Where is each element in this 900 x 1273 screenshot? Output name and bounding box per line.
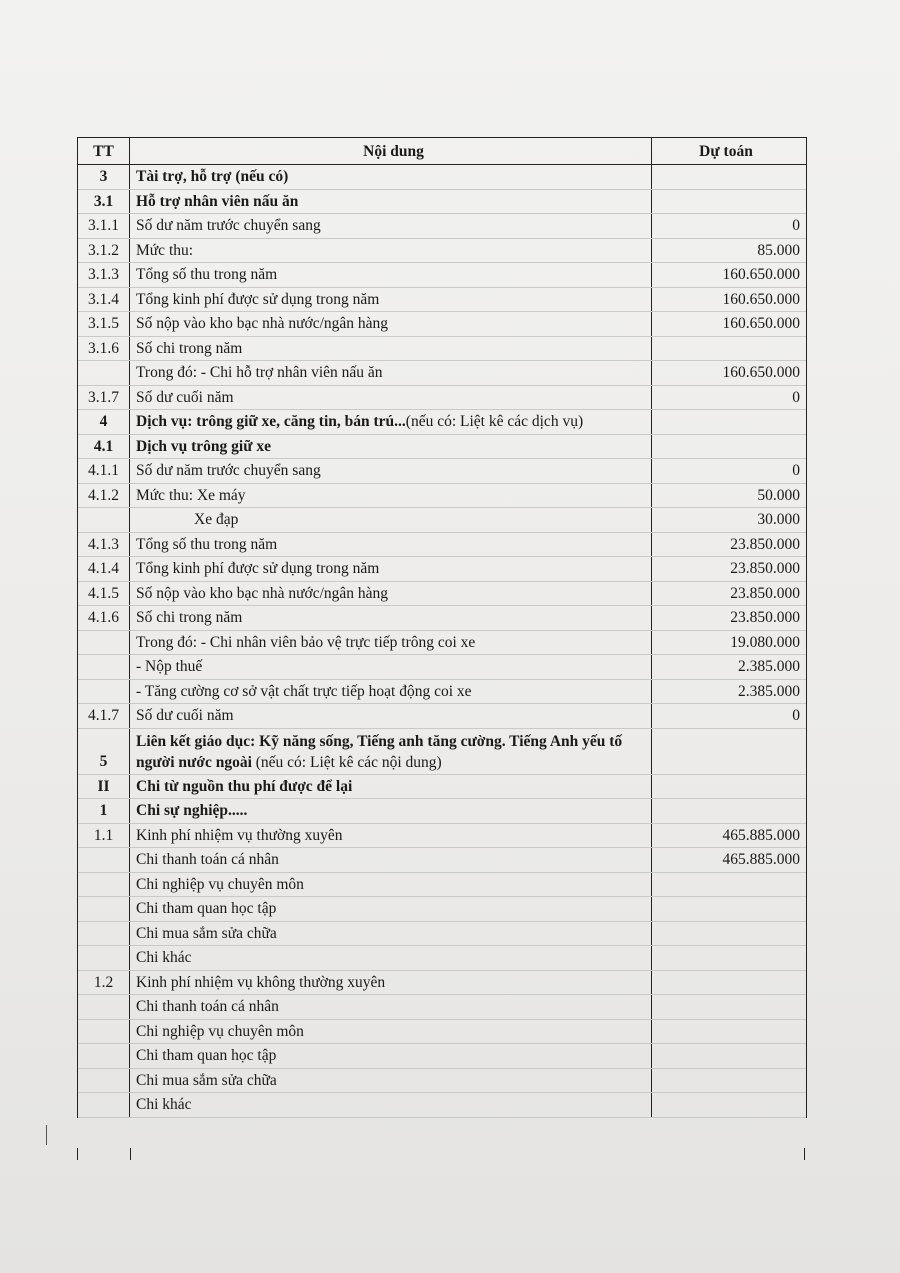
row-amount: 465.885.000 [722,851,800,868]
row-tt [78,508,130,532]
table-row [78,582,806,607]
row-tt [78,631,130,655]
row-amount [652,1020,806,1044]
row-tt [78,1020,130,1044]
row-content-bold: Dịch vụ: trông giữ xe, căng tin, bán trú... [136,413,406,430]
page-edge-mark [46,1125,47,1145]
row-content: Tổng kinh phí được sử dụng trong năm [130,557,652,581]
row-tt [78,848,130,872]
row-tt [78,655,130,679]
row-tt: 3.1.3 [78,263,130,287]
row-content: Mức thu: Xe máy [130,484,652,508]
row-tt [78,1093,130,1117]
row-amount: 160.650.000 [722,315,800,332]
table-row [78,312,806,337]
row-content: Chi nghiệp vụ chuyên môn [130,873,652,897]
table-row [78,165,806,190]
row-tt: 1 [78,799,130,823]
row-amount: 160.650.000 [722,364,800,381]
row-content [130,729,652,774]
row-amount: 160.650.000 [722,290,800,308]
row-amount: 465.885.000 [722,826,800,844]
table-row [78,263,806,288]
row-tt [78,680,130,704]
row-amount [652,873,806,897]
row-amount [652,799,806,823]
table-row [78,680,806,705]
row-tt-text: 5 [99,752,108,770]
table-row [78,459,806,484]
row-amount: 85.000 [757,241,800,259]
row-content: Số dư năm trước chuyển sang [130,459,652,483]
table-row [78,799,806,824]
budget-table [77,137,807,1118]
row-content: Tổng số thu trong năm [130,533,652,557]
row-amount: 23.850.000 [730,535,800,553]
table-row [78,606,806,631]
row-tt [78,361,130,385]
row-content: Số nộp vào kho bạc nhà nước/ngân hàng [130,312,652,336]
table-row [78,1044,806,1069]
row-tt: 4.1 [78,435,130,459]
row-tt: 3.1.4 [78,288,130,312]
table-row [78,824,806,849]
row-tt [78,729,130,774]
row-content: Chi tham quan học tập [130,1044,652,1068]
row-amount: 2.385.000 [738,658,800,675]
row-content: Mức thu: [130,239,652,263]
table-row [78,508,806,533]
table-row [78,435,806,460]
row-amount [652,337,806,361]
row-content: Tổng kinh phí được sử dụng trong năm [130,288,652,312]
row-tt: 1.1 [78,824,130,848]
row-content: Chi mua sắm sửa chữa [130,922,652,946]
table-row [78,386,806,411]
table-row [78,922,806,947]
row-tt: 4.1.1 [78,459,130,483]
row-content-note: (nếu có: Liệt kê các nội dung) [251,753,442,771]
row-amount [652,946,806,970]
row-content: Chi thanh toán cá nhân [130,995,652,1019]
row-tt [78,1044,130,1068]
header-amount: Dự toán [699,143,753,160]
row-amount [652,435,806,459]
row-tt: 4.1.6 [78,606,130,630]
row-content: Chi mua sắm sửa chữa [130,1069,652,1093]
table-row [78,1093,806,1118]
table-continuation [77,1148,805,1160]
row-content: Kinh phí nhiệm vụ thường xuyên [130,824,652,848]
table-row [78,897,806,922]
row-content: Số nộp vào kho bạc nhà nước/ngân hàng [130,582,652,606]
row-content: Trong đó: - Chi hỗ trợ nhân viên nấu ăn [130,361,652,385]
row-amount [652,775,806,799]
table-row [78,775,806,800]
row-amount: 19.080.000 [730,633,800,651]
row-content: Số chi trong năm [130,606,652,630]
row-tt: 4.1.2 [78,484,130,508]
table-header [78,138,806,165]
row-tt [78,922,130,946]
row-tt [78,995,130,1019]
row-amount: 23.850.000 [730,584,800,602]
row-amount [652,995,806,1019]
row-tt: 3 [78,165,130,189]
row-tt: 1.2 [78,971,130,995]
table-row [78,946,806,971]
table-row [78,410,806,435]
row-amount [652,1044,806,1068]
table-row [78,729,806,775]
row-amount [652,897,806,921]
row-tt [78,873,130,897]
row-content: Chi nghiệp vụ chuyên môn [130,1020,652,1044]
row-amount [652,165,806,189]
row-amount [652,1093,806,1117]
row-amount: 23.850.000 [730,560,800,577]
row-content: Chi khác [130,1093,652,1117]
row-content: Số chi trong năm [130,337,652,361]
row-tt: 3.1.5 [78,312,130,336]
row-tt: 4.1.3 [78,533,130,557]
row-content-bold: Liên kết giáo dục: Kỹ năng sống, Tiếng anh tăng cường. Tiếng Anh yếu tố người nước ngoài [136,732,623,771]
table-row [78,533,806,558]
row-amount [652,729,806,774]
table-row [78,288,806,313]
row-amount: 23.850.000 [730,609,800,626]
row-content: Số dư cuối năm [130,386,652,410]
row-content [130,410,652,434]
row-tt: II [78,775,130,799]
row-tt: 3.1.2 [78,239,130,263]
row-tt: 4.1.5 [78,582,130,606]
row-content: Chi tham quan học tập [130,897,652,921]
header-content: Nội dung [130,138,652,164]
table-row [78,1020,806,1045]
table-row [78,190,806,215]
row-tt [78,897,130,921]
row-content: Xe đạp [130,508,652,532]
row-content: - Tăng cường cơ sở vật chất trực tiếp hoạt động coi xe [130,680,652,704]
row-content: Dịch vụ trông giữ xe [130,435,652,459]
row-amount [652,190,806,214]
row-content: Trong đó: - Chi nhân viên bảo vệ trực tiếp trông coi xe [130,631,652,655]
row-amount [652,922,806,946]
row-tt: 3.1.1 [78,214,130,238]
header-tt: TT [78,138,130,164]
row-tt [78,1069,130,1093]
row-content: Số dư năm trước chuyển sang [130,214,652,238]
row-amount [652,971,806,995]
table-row [78,631,806,656]
row-content: Chi sự nghiệp..... [130,799,652,823]
row-content: Chi khác [130,946,652,970]
row-amount [652,1069,806,1093]
row-amount: 160.650.000 [722,266,800,283]
table-row [78,214,806,239]
row-tt: 3.1.6 [78,337,130,361]
table-row [78,995,806,1020]
row-content: Chi thanh toán cá nhân [130,848,652,872]
row-amount: 50.000 [757,486,800,504]
row-content: - Nộp thuế [130,655,652,679]
row-amount: 0 [792,707,800,724]
row-content: Kinh phí nhiệm vụ không thường xuyên [130,971,652,995]
row-content: Hỗ trợ nhân viên nấu ăn [130,190,652,214]
table-row [78,484,806,509]
row-tt: 3.1.7 [78,386,130,410]
table-row [78,1069,806,1094]
table-row [78,704,806,729]
row-tt: 3.1 [78,190,130,214]
table-row [78,971,806,996]
row-amount: 2.385.000 [738,682,800,700]
table-row [78,655,806,680]
row-content: Tổng số thu trong năm [130,263,652,287]
row-tt: 4.1.4 [78,557,130,581]
row-tt: 4 [78,410,130,434]
row-amount: 0 [792,462,800,479]
row-content-note: (nếu có: Liệt kê các dịch vụ) [405,413,584,430]
table-row [78,873,806,898]
table-row [78,239,806,264]
table-row [78,848,806,873]
row-content: Số dư cuối năm [130,704,652,728]
row-content: Chi từ nguồn thu phí được để lại [130,775,652,799]
row-amount: 30.000 [757,511,800,528]
row-content: Tài trợ, hỗ trợ (nếu có) [130,165,652,189]
row-tt: 4.1.7 [78,704,130,728]
table-row [78,557,806,582]
row-amount [652,410,806,434]
row-amount: 0 [792,217,800,234]
table-row [78,361,806,386]
table-row [78,337,806,362]
row-amount: 0 [792,388,800,406]
row-tt [78,946,130,970]
